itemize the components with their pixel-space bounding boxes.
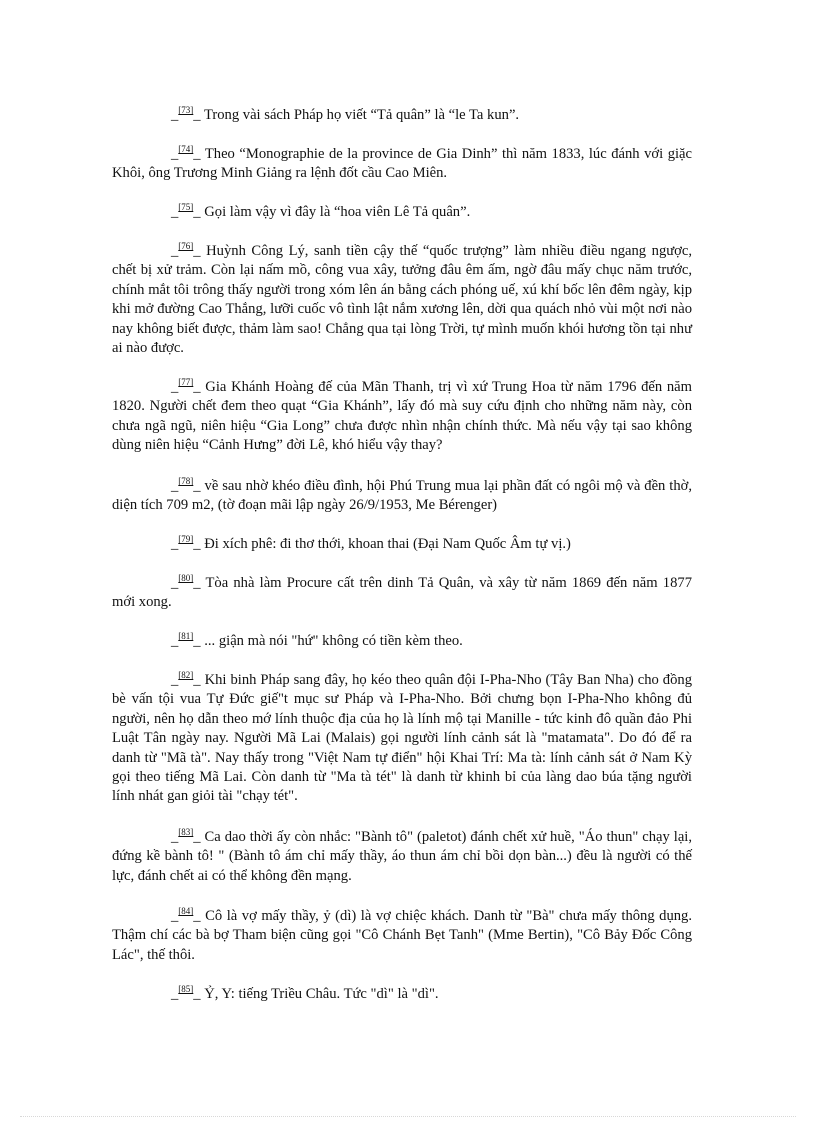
footnote-74: _[74]_ Theo “Monographie de la province de Gia Dinh” thì năm 1833, lúc đánh với giặc Khôi, ông Trương Minh Giảng ra lệnh đốt cầu Cao Miên. [112,144,693,182]
footnote-82: _[82]_ Khi binh Pháp sang đây, họ kéo theo quân đội I-Pha-Nho (Tây Ban Nha) cho đồng bè vấn tội vua Tự Đức giế"t mục sư Pháp và I-Pha-Nho. Bởi chưng bọn I-Pha-Nho không đủ người, nên họ dẫn theo mớ lính thuộc địa của họ là lính mộ tại Manille - tức kinh đô quần đảo Phi Luật Tân ngày nay. Người Mã Lai (Malais) gọi người lính cảnh sát là "matamata". Do đó để ra danh từ "Mã tà". Nay thấy trong "Việt Nam tự điển" hội Khai Trí: Ma tà: lính cảnh sát ở Nam Kỳ gọi theo tiếng Mã Lai. Còn danh từ "Ma tà tét" là danh từ khinh bỉ của làng dao búa tặng người lính nhát gan giỏi tài "chạy tét". [112,670,692,805]
footnote-text: Theo “Monographie de la province de Gia Dinh” thì năm 1833, lúc đánh với giặc Khôi, ông Trương Minh Giảng ra lệnh đốt cầu Cao Miên. [112,146,693,182]
footnote-text: Tòa nhà làm Procure cất trên dinh Tả Quân, và xây từ năm 1869 đến năm 1877 mới xong. [112,575,692,611]
footnote-77: _[77]_ Gia Khánh Hoàng đế của Mãn Thanh, trị vì xứ Trung Hoa từ năm 1796 đến năm 1820. Người chết đem theo quạt “Gia Khánh”, lấy đó mà suy cứu định cho những năm này, còn chưa ngã ngũ, niên hiệu “Gia Long” chưa được nhìn nhận chính thức. Mà nếu vậy tại sao không dùng niên hiệu “Cảnh Hưng” đời Lê, khó hiểu vậy thay? [112,377,692,454]
footnote-83: _[83]_ Ca dao thời ấy còn nhắc: "Bành tô" (paletot) đánh chết xử huề, "Áo thun" chạy lại, đứng kề bành tô! " (Bành tô ám chỉ mấy thầy, áo thun ám chỉ bồi dọn bàn...) đều là người có thế lực, đánh chết ai có thể không đền mạng. [112,827,693,884]
footnote-ref-link[interactable]: [80] [178,573,194,583]
footnote-ref-link[interactable]: [75] [178,202,194,212]
footnote-ref-link[interactable]: [76] [178,241,194,251]
footnote-ref-link[interactable]: [84] [178,906,194,916]
footnote-81: _[81]_ ... giận mà nói "hứ" không có tiền kèm theo. [171,631,463,649]
footnote-ref-link[interactable]: [85] [178,984,194,994]
footnote-80: _[80]_ Tòa nhà làm Procure cất trên dinh Tả Quân, và xây từ năm 1869 đến năm 1877 mới xong. [112,573,692,611]
footnote-ref-link[interactable]: [79] [178,534,194,544]
footnote-ref-link[interactable]: [78] [178,476,194,486]
footnote-ref-link[interactable]: [73] [178,105,194,115]
footnote-ref-link[interactable]: [82] [178,670,194,680]
footnote-text: Đi xích phê: đi thơ thới, khoan thai (Đại Nam Quốc Âm tự vị.) [204,536,571,552]
footnote-ref-link[interactable]: [77] [178,377,194,387]
page-bottom-edge [20,1116,796,1117]
footnote-ref-link[interactable]: [81] [178,631,194,641]
footnote-text: Cô là vợ mấy thầy, ỷ (dì) là vợ chiệc khách. Danh từ "Bà" chưa mấy thông dụng. Thậm chí các bà bợ Tham biện cũng gọi "Cô Chánh Bẹt Tanh" (Mme Bertin), "Cô Bảy Đốc Công Lác", thế thôi. [112,908,693,963]
footnote-75: _[75]_ Gọi làm vậy vì đây là “hoa viên Lê Tả quân”. [171,202,471,220]
footnote-text: Khi binh Pháp sang đây, họ kéo theo quân đội I-Pha-Nho (Tây Ban Nha) cho đồng bè vấn tội vua Tự Đức giế"t mục sư Pháp và I-Pha-Nho. Bởi chưng bọn I-Pha-Nho không đủ người, nên họ dẫn theo mớ lính thuộc địa của họ là lính mộ tại Manille - tức kinh đô quần đảo Phi Luật Tân ngày nay. Người Mã Lai (Malais) gọi người lính cảnh sát là "matamata". Do đó để ra danh từ "Mã tà". Nay thấy trong "Việt Nam tự điển" hội Khai Trí: Ma tà: lính cảnh sát ở Nam Kỳ gọi theo tiếng Mã Lai. Còn danh từ "Ma tà tét" là danh từ khinh bỉ của làng dao búa tặng người lính nhát gan giỏi tài "chạy tét". [112,672,692,805]
footnote-73: _[73]_ Trong vài sách Pháp họ viết “Tả quân” là “le Ta kun”. [171,105,520,123]
footnote-ref-link[interactable]: [74] [178,144,194,154]
footnote-text: Gia Khánh Hoàng đế của Mãn Thanh, trị vì xứ Trung Hoa từ năm 1796 đến năm 1820. Người chết đem theo quạt “Gia Khánh”, lấy đó mà suy cứu định cho những năm này, còn chưa ngã ngũ, niên hiệu “Gia Long” chưa được nhìn nhận chính thức. Mà nếu vậy tại sao không dùng niên hiệu “Cảnh Hưng” đời Lê, khó hiểu vậy thay? [112,379,692,454]
footnote-76: _[76]_ Huỳnh Công Lý, sanh tiền cậy thế “quốc trượng” làm nhiều điều ngang ngược, chết bị xử trảm. Còn lại nấm mồ, công vua xây, tưởng đâu êm ấm, ngờ đâu mấy chục năm trước, chính mắt tôi trông thấy người trong xóm lên án bằng cách phóng uế, xú khí bốc lên đêm ngày, kịp khi mở đường Cao Thắng, lưỡi cuốc vô tình lật nắm xương lên, dời qua quách nhỏ vùi một nơi nào nay không biết được, thảm làm sao! Chẳng qua tại lòng Trời, tự mình muốn khói hương tồn tại như ai nào được. [112,241,692,357]
footnote-text: Trong vài sách Pháp họ viết “Tả quân” là “le Ta kun”. [203,107,520,123]
footnote-78: _[78]_ về sau nhờ khéo điều đình, hội Phú Trung mua lại phần đất có ngôi mộ và đền thờ, diện tích 709 m2, (tờ đoạn mãi lập ngày 26/9/1953, Me Bérenger) [112,476,692,514]
footnote-text: Huỳnh Công Lý, sanh tiền cậy thế “quốc trượng” làm nhiều điều ngang ngược, chết bị xử trảm. Còn lại nấm mồ, công vua xây, tưởng đâu êm ấm, ngờ đâu mấy chục năm trước, chính mắt tôi trông thấy người trong xóm lên án bằng cách phóng uế, xú khí bốc lên đêm ngày, kịp khi mở đường Cao Thắng, lưỡi cuốc vô tình lật nắm xương lên, dời qua quách nhỏ vùi một nơi nào nay không biết được, thảm làm sao! Chẳng qua tại lòng Trời, tự mình muốn khói hương tồn tại như ai nào được. [112,243,692,357]
footnote-79: _[79]_ Đi xích phê: đi thơ thới, khoan thai (Đại Nam Quốc Âm tự vị.) [171,534,571,552]
footnote-text: Gọi làm vậy vì đây là “hoa viên Lê Tả quân”. [204,204,471,220]
footnote-84: _[84]_ Cô là vợ mấy thầy, ỷ (dì) là vợ chiệc khách. Danh từ "Bà" chưa mấy thông dụng. Thậm chí các bà bợ Tham biện cũng gọi "Cô Chánh Bẹt Tanh" (Mme Bertin), "Cô Bảy Đốc Công Lác", thế thôi. [112,906,693,963]
footnote-text: về sau nhờ khéo điều đình, hội Phú Trung mua lại phần đất có ngôi mộ và đền thờ, diện tích 709 m2, (tờ đoạn mãi lập ngày 26/9/1953, Me Bérenger) [112,478,692,514]
footnote-85: _[85]_ Ỷ, Y: tiếng Triều Châu. Tức "dì" là "dì". [171,984,439,1002]
footnote-text: ... giận mà nói "hứ" không có tiền kèm theo. [204,633,463,649]
footnote-text: Ỷ, Y: tiếng Triều Châu. Tức "dì" là "dì". [204,986,439,1002]
footnote-ref-link[interactable]: [83] [178,827,194,837]
footnote-text: Ca dao thời ấy còn nhắc: "Bành tô" (paletot) đánh chết xử huề, "Áo thun" chạy lại, đứng kề bành tô! " (Bành tô ám chỉ mấy thầy, áo thun ám chỉ bồi dọn bàn...) đều là người có thế lực, đánh chết ai có thể không đền mạng. [112,829,693,884]
